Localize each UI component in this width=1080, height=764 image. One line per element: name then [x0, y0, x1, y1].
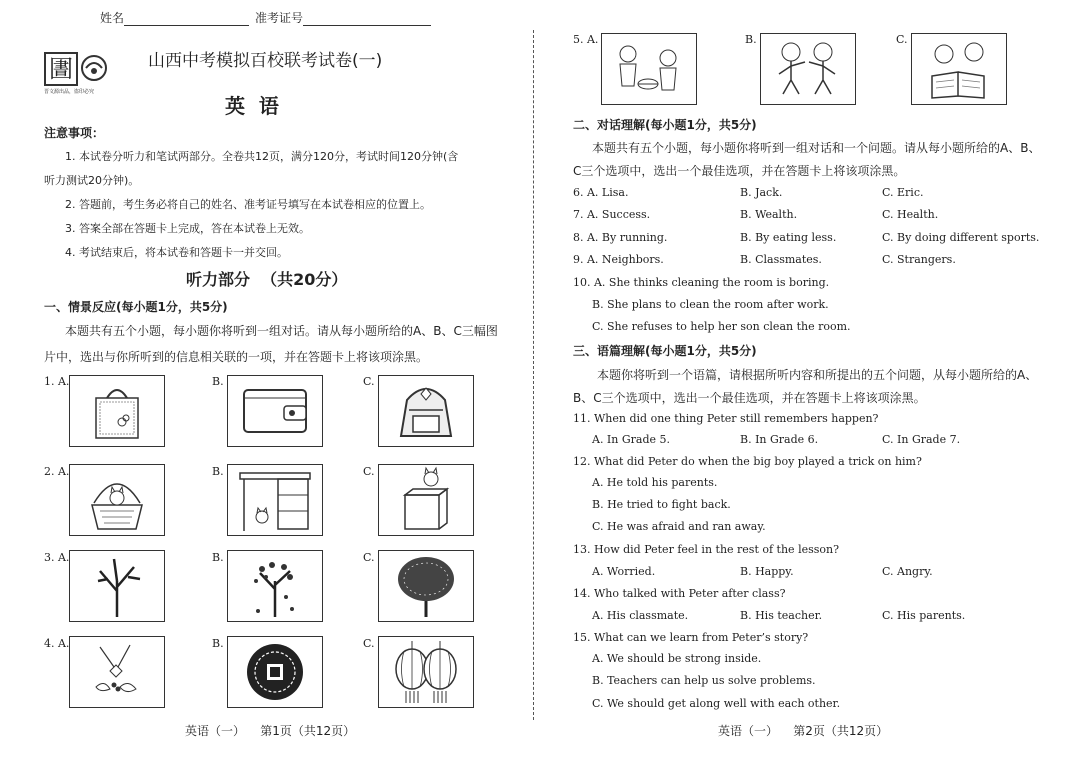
q12-option-a[interactable]: A. He told his parents.: [592, 476, 718, 489]
q4-label-a: 4. A.: [44, 637, 70, 650]
q7-option-b[interactable]: B. Wealth.: [740, 208, 798, 221]
q7-option-a[interactable]: 7. A. Success.: [573, 208, 651, 221]
q11-option-b[interactable]: B. In Grade 6.: [740, 433, 819, 446]
q1-label-b: B.: [212, 375, 224, 388]
q10-option-b[interactable]: B. She plans to clean the room after work.: [592, 298, 829, 311]
q15-stem: 15. What can we learn from Peter’s story?: [573, 631, 809, 644]
q2-option-c[interactable]: [378, 464, 474, 536]
q15-option-b[interactable]: B. Teachers can help us solve problems.: [592, 674, 816, 687]
q5-option-a[interactable]: [601, 33, 697, 105]
q13-option-b[interactable]: B. Happy.: [740, 565, 794, 578]
q12-option-c[interactable]: C. He was afraid and ran away.: [592, 520, 766, 533]
q8-option-c[interactable]: C. By doing different sports.: [882, 231, 1040, 244]
listening-title: 听力部分 （共20分）: [186, 270, 348, 289]
q13-option-a[interactable]: A. Worried.: [592, 565, 656, 578]
section1-heading: 一、情景反应(每小题1分，共5分): [44, 300, 228, 314]
chinese-knot-icon: [228, 637, 322, 707]
q3-option-b[interactable]: [227, 550, 323, 622]
q3-label-a: 3. A.: [44, 551, 70, 564]
q1-option-a[interactable]: [69, 375, 165, 447]
wallet-icon: [228, 376, 322, 446]
note-4: 4. 考试结束后，将本试卷和答题卡一并交回。: [65, 246, 288, 259]
q11-option-c[interactable]: C. In Grade 7.: [882, 433, 961, 446]
footer-right: 英语（一） 第2页（共12页）: [718, 724, 889, 738]
q13-option-c[interactable]: C. Angry.: [882, 565, 933, 578]
q4-option-a[interactable]: [69, 636, 165, 708]
q5-option-c[interactable]: [911, 33, 1007, 105]
note-2: 2. 答题前，考生务必将自己的姓名、准考证号填写在本试卷相应的位置上。: [65, 198, 431, 211]
lanterns-icon: [379, 637, 473, 707]
q4-option-c[interactable]: [378, 636, 474, 708]
section3-instructions-1: 本题你将听到一个语篇，请根据所听内容和所提出的五个问题，从每小题所给的A、: [597, 368, 1038, 382]
q5-label-a: 5. A.: [573, 33, 599, 46]
q3-option-c[interactable]: [378, 550, 474, 622]
notes-heading: 注意事项：: [44, 126, 105, 140]
section2-instructions-2: C三个选项中，选出一个最佳选项，并在答题卡上将该项涂黑。: [573, 164, 906, 178]
q11-option-a[interactable]: A. In Grade 5.: [592, 433, 671, 446]
kids-cooking-icon: [602, 34, 696, 104]
full-tree-icon: [379, 551, 473, 621]
section3-instructions-2: B、C三个选项中，选出一个最佳选项，并在答题卡上将该项涂黑。: [573, 391, 926, 405]
q6-option-a[interactable]: 6. A. Lisa.: [573, 186, 629, 199]
q14-option-a[interactable]: A. His classmate.: [592, 609, 689, 622]
q15-option-c[interactable]: C. We should get along well with each other.: [592, 697, 841, 710]
q5-label-b: B.: [745, 33, 757, 46]
q1-label-a: 1. A.: [44, 375, 70, 388]
subject-title: 英 语: [225, 94, 279, 118]
q1-option-c[interactable]: [378, 375, 474, 447]
exam-number-label: 准考证号: [255, 11, 304, 25]
q14-option-c[interactable]: C. His parents.: [882, 609, 966, 622]
logo-subtitle: 晋文源出品，盗印必究: [44, 89, 95, 95]
name-field[interactable]: [100, 9, 249, 26]
cat-under-desk-icon: [228, 465, 322, 535]
q2-label-a: 2. A.: [44, 465, 70, 478]
note-1-cont: 听力测试20分钟)。: [44, 174, 140, 187]
q9-option-b[interactable]: B. Classmates.: [740, 253, 822, 266]
q3-label-c: C.: [363, 551, 375, 564]
q11-stem: 11. When did one thing Peter still remembers happen?: [573, 412, 879, 425]
q1-label-c: C.: [363, 375, 375, 388]
q4-label-c: C.: [363, 637, 375, 650]
cat-in-basket-icon: [70, 465, 164, 535]
q2-option-b[interactable]: [227, 464, 323, 536]
name-label: 姓名: [100, 11, 125, 25]
q8-option-b[interactable]: B. By eating less.: [740, 231, 837, 244]
kids-playing-icon: [761, 34, 855, 104]
q4-option-b[interactable]: [227, 636, 323, 708]
falling-leaves-tree-icon: [228, 551, 322, 621]
section2-instructions-1: 本题共有五个小题，每小题你将听到一组对话和一个问题。请从每小题所给的A、B、: [592, 141, 1041, 155]
exam-number-field[interactable]: [255, 9, 431, 26]
handbag-icon: [70, 376, 164, 446]
logo-mark: 圕: [44, 52, 78, 86]
cat-on-box-icon: [379, 465, 473, 535]
section2-heading: 二、对话理解(每小题1分，共5分): [573, 118, 757, 132]
exam-title: 山西中考模拟百校联考试卷(一): [148, 51, 383, 71]
q9-option-a[interactable]: 9. A. Neighbors.: [573, 253, 664, 266]
footer-left: 英语（一） 第1页（共12页）: [185, 724, 356, 738]
q14-option-b[interactable]: B. His teacher.: [740, 609, 823, 622]
q5-label-c: C.: [896, 33, 908, 46]
bare-tree-icon: [70, 551, 164, 621]
q6-option-c[interactable]: C. Eric.: [882, 186, 924, 199]
q2-option-a[interactable]: [69, 464, 165, 536]
q15-option-a[interactable]: A. We should be strong inside.: [592, 652, 762, 665]
q6-option-b[interactable]: B. Jack.: [740, 186, 783, 199]
kids-reading-icon: [912, 34, 1006, 104]
holly-decoration-icon: [70, 637, 164, 707]
q5-option-b[interactable]: [760, 33, 856, 105]
section3-heading: 三、语篇理解(每小题1分，共5分): [573, 344, 757, 358]
note-1: 1. 本试卷分听力和笔试两部分。全卷共12页，满分120分，考试时间120分钟(含: [65, 150, 459, 163]
q3-label-b: B.: [212, 551, 224, 564]
q4-label-b: B.: [212, 637, 224, 650]
q1-option-b[interactable]: [227, 375, 323, 447]
section1-instructions-2: 片中，选出与你所听到的信息相关联的一项，并在答题卡上将该项涂黑。: [44, 350, 429, 364]
page-divider: [533, 30, 534, 720]
backpack-icon: [379, 376, 473, 446]
q3-option-a[interactable]: [69, 550, 165, 622]
q9-option-c[interactable]: C. Strangers.: [882, 253, 956, 266]
exam-number-blank[interactable]: [303, 13, 431, 26]
q8-option-a[interactable]: 8. A. By running.: [573, 231, 668, 244]
note-3: 3. 答案全部在答题卡上完成，答在本试卷上无效。: [65, 222, 310, 235]
q7-option-c[interactable]: C. Health.: [882, 208, 939, 221]
q13-stem: 13. How did Peter feel in the rest of the lesson?: [573, 543, 839, 556]
name-blank[interactable]: [124, 13, 249, 26]
section1-instructions-1: 本题共有五个小题，每小题你将听到一组对话。请从每小题所给的A、B、C三幅图: [65, 324, 498, 338]
logo-emblem-icon: [80, 54, 108, 82]
q12-option-b[interactable]: B. He tried to fight back.: [592, 498, 731, 511]
q10-option-a[interactable]: 10. A. She thinks cleaning the room is boring.: [573, 276, 830, 289]
q12-stem: 12. What did Peter do when the big boy played a trick on him?: [573, 455, 922, 468]
q10-option-c[interactable]: C. She refuses to help her son clean the room.: [592, 320, 851, 333]
q2-label-b: B.: [212, 465, 224, 478]
q2-label-c: C.: [363, 465, 375, 478]
publisher-logo: [44, 52, 114, 96]
q14-stem: 14. Who talked with Peter after class?: [573, 587, 786, 600]
